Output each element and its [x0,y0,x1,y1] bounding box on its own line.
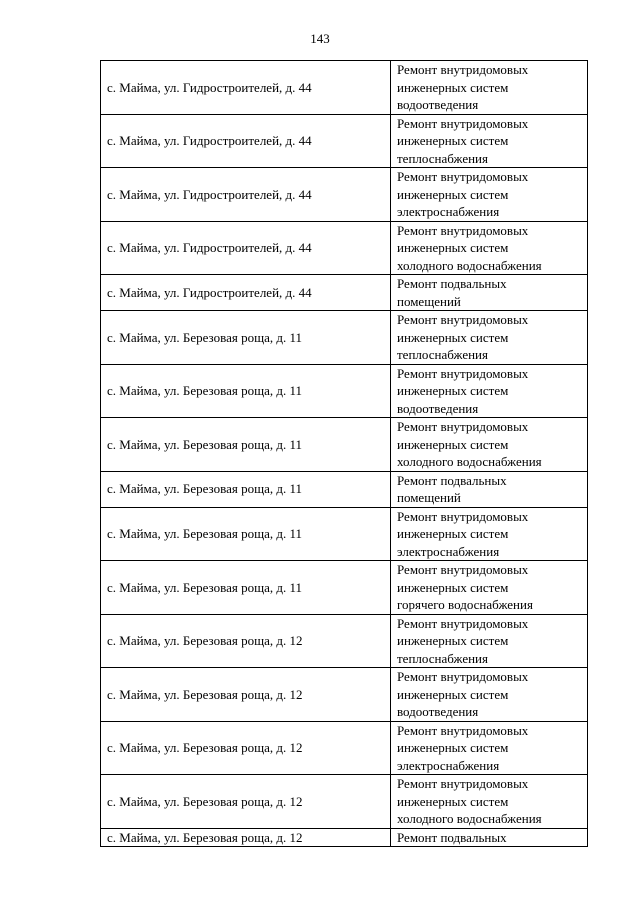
works-table-body [101,61,588,847]
address-cell: с. Майма, ул. Березовая роща, д. 11 [101,311,391,365]
work-type-cell: Ремонт подвальных помещений [391,471,588,507]
work-type-cell: Ремонт внутридомовых инженерных систем теплоснабжения [391,614,588,668]
address-cell: с. Майма, ул. Гидростроителей, д. 44 [101,221,391,275]
address-cell: с. Майма, ул. Березовая роща, д. 12 [101,828,391,847]
address-cell: с. Майма, ул. Березовая роща, д. 11 [101,471,391,507]
work-type-cell: Ремонт внутридомовых инженерных систем горячего водоснабжения [391,561,588,615]
work-type-cell: Ремонт внутридомовых инженерных систем электроснабжения [391,721,588,775]
address-cell: с. Майма, ул. Гидростроителей, д. 44 [101,61,391,115]
page-number: 143 [310,31,330,46]
address-cell: с. Майма, ул. Березовая роща, д. 11 [101,364,391,418]
table-row [101,471,588,507]
table-row [101,614,588,668]
work-type-cell: Ремонт внутридомовых инженерных систем холодного водоснабжения [391,418,588,472]
work-type-cell: Ремонт внутридомовых инженерных систем водоотведения [391,61,588,115]
work-type-cell: Ремонт внутридомовых инженерных систем электроснабжения [391,168,588,222]
table-row [101,561,588,615]
address-cell: с. Майма, ул. Гидростроителей, д. 44 [101,114,391,168]
work-type-cell: Ремонт внутридомовых инженерных систем холодного водоснабжения [391,221,588,275]
address-cell: с. Майма, ул. Березовая роща, д. 11 [101,418,391,472]
table-row [101,61,588,115]
work-type-cell: Ремонт подвальных [391,828,588,847]
table-row [101,507,588,561]
address-cell: с. Майма, ул. Березовая роща, д. 11 [101,561,391,615]
address-cell: с. Майма, ул. Березовая роща, д. 11 [101,507,391,561]
work-type-cell: Ремонт внутридомовых инженерных систем холодного водоснабжения [391,775,588,829]
address-cell: с. Майма, ул. Березовая роща, д. 12 [101,721,391,775]
address-cell: с. Майма, ул. Березовая роща, д. 12 [101,614,391,668]
work-type-cell: Ремонт внутридомовых инженерных систем теплоснабжения [391,114,588,168]
work-type-cell: Ремонт подвальных помещений [391,275,588,311]
table-row [101,311,588,365]
work-type-cell: Ремонт внутридомовых инженерных систем электроснабжения [391,507,588,561]
works-table [100,60,588,847]
address-cell: с. Майма, ул. Березовая роща, д. 12 [101,668,391,722]
table-row [101,221,588,275]
work-type-cell: Ремонт внутридомовых инженерных систем водоотведения [391,364,588,418]
table-row [101,668,588,722]
address-cell: с. Майма, ул. Гидростроителей, д. 44 [101,275,391,311]
address-cell: с. Майма, ул. Березовая роща, д. 12 [101,775,391,829]
table-row [101,775,588,829]
work-type-cell: Ремонт внутридомовых инженерных систем водоотведения [391,668,588,722]
table-row [101,418,588,472]
table-row [101,168,588,222]
address-cell: с. Майма, ул. Гидростроителей, д. 44 [101,168,391,222]
table-row [101,114,588,168]
work-type-cell: Ремонт внутридомовых инженерных систем теплоснабжения [391,311,588,365]
table-row [101,828,588,847]
table-row [101,364,588,418]
table-row [101,721,588,775]
table-row [101,275,588,311]
